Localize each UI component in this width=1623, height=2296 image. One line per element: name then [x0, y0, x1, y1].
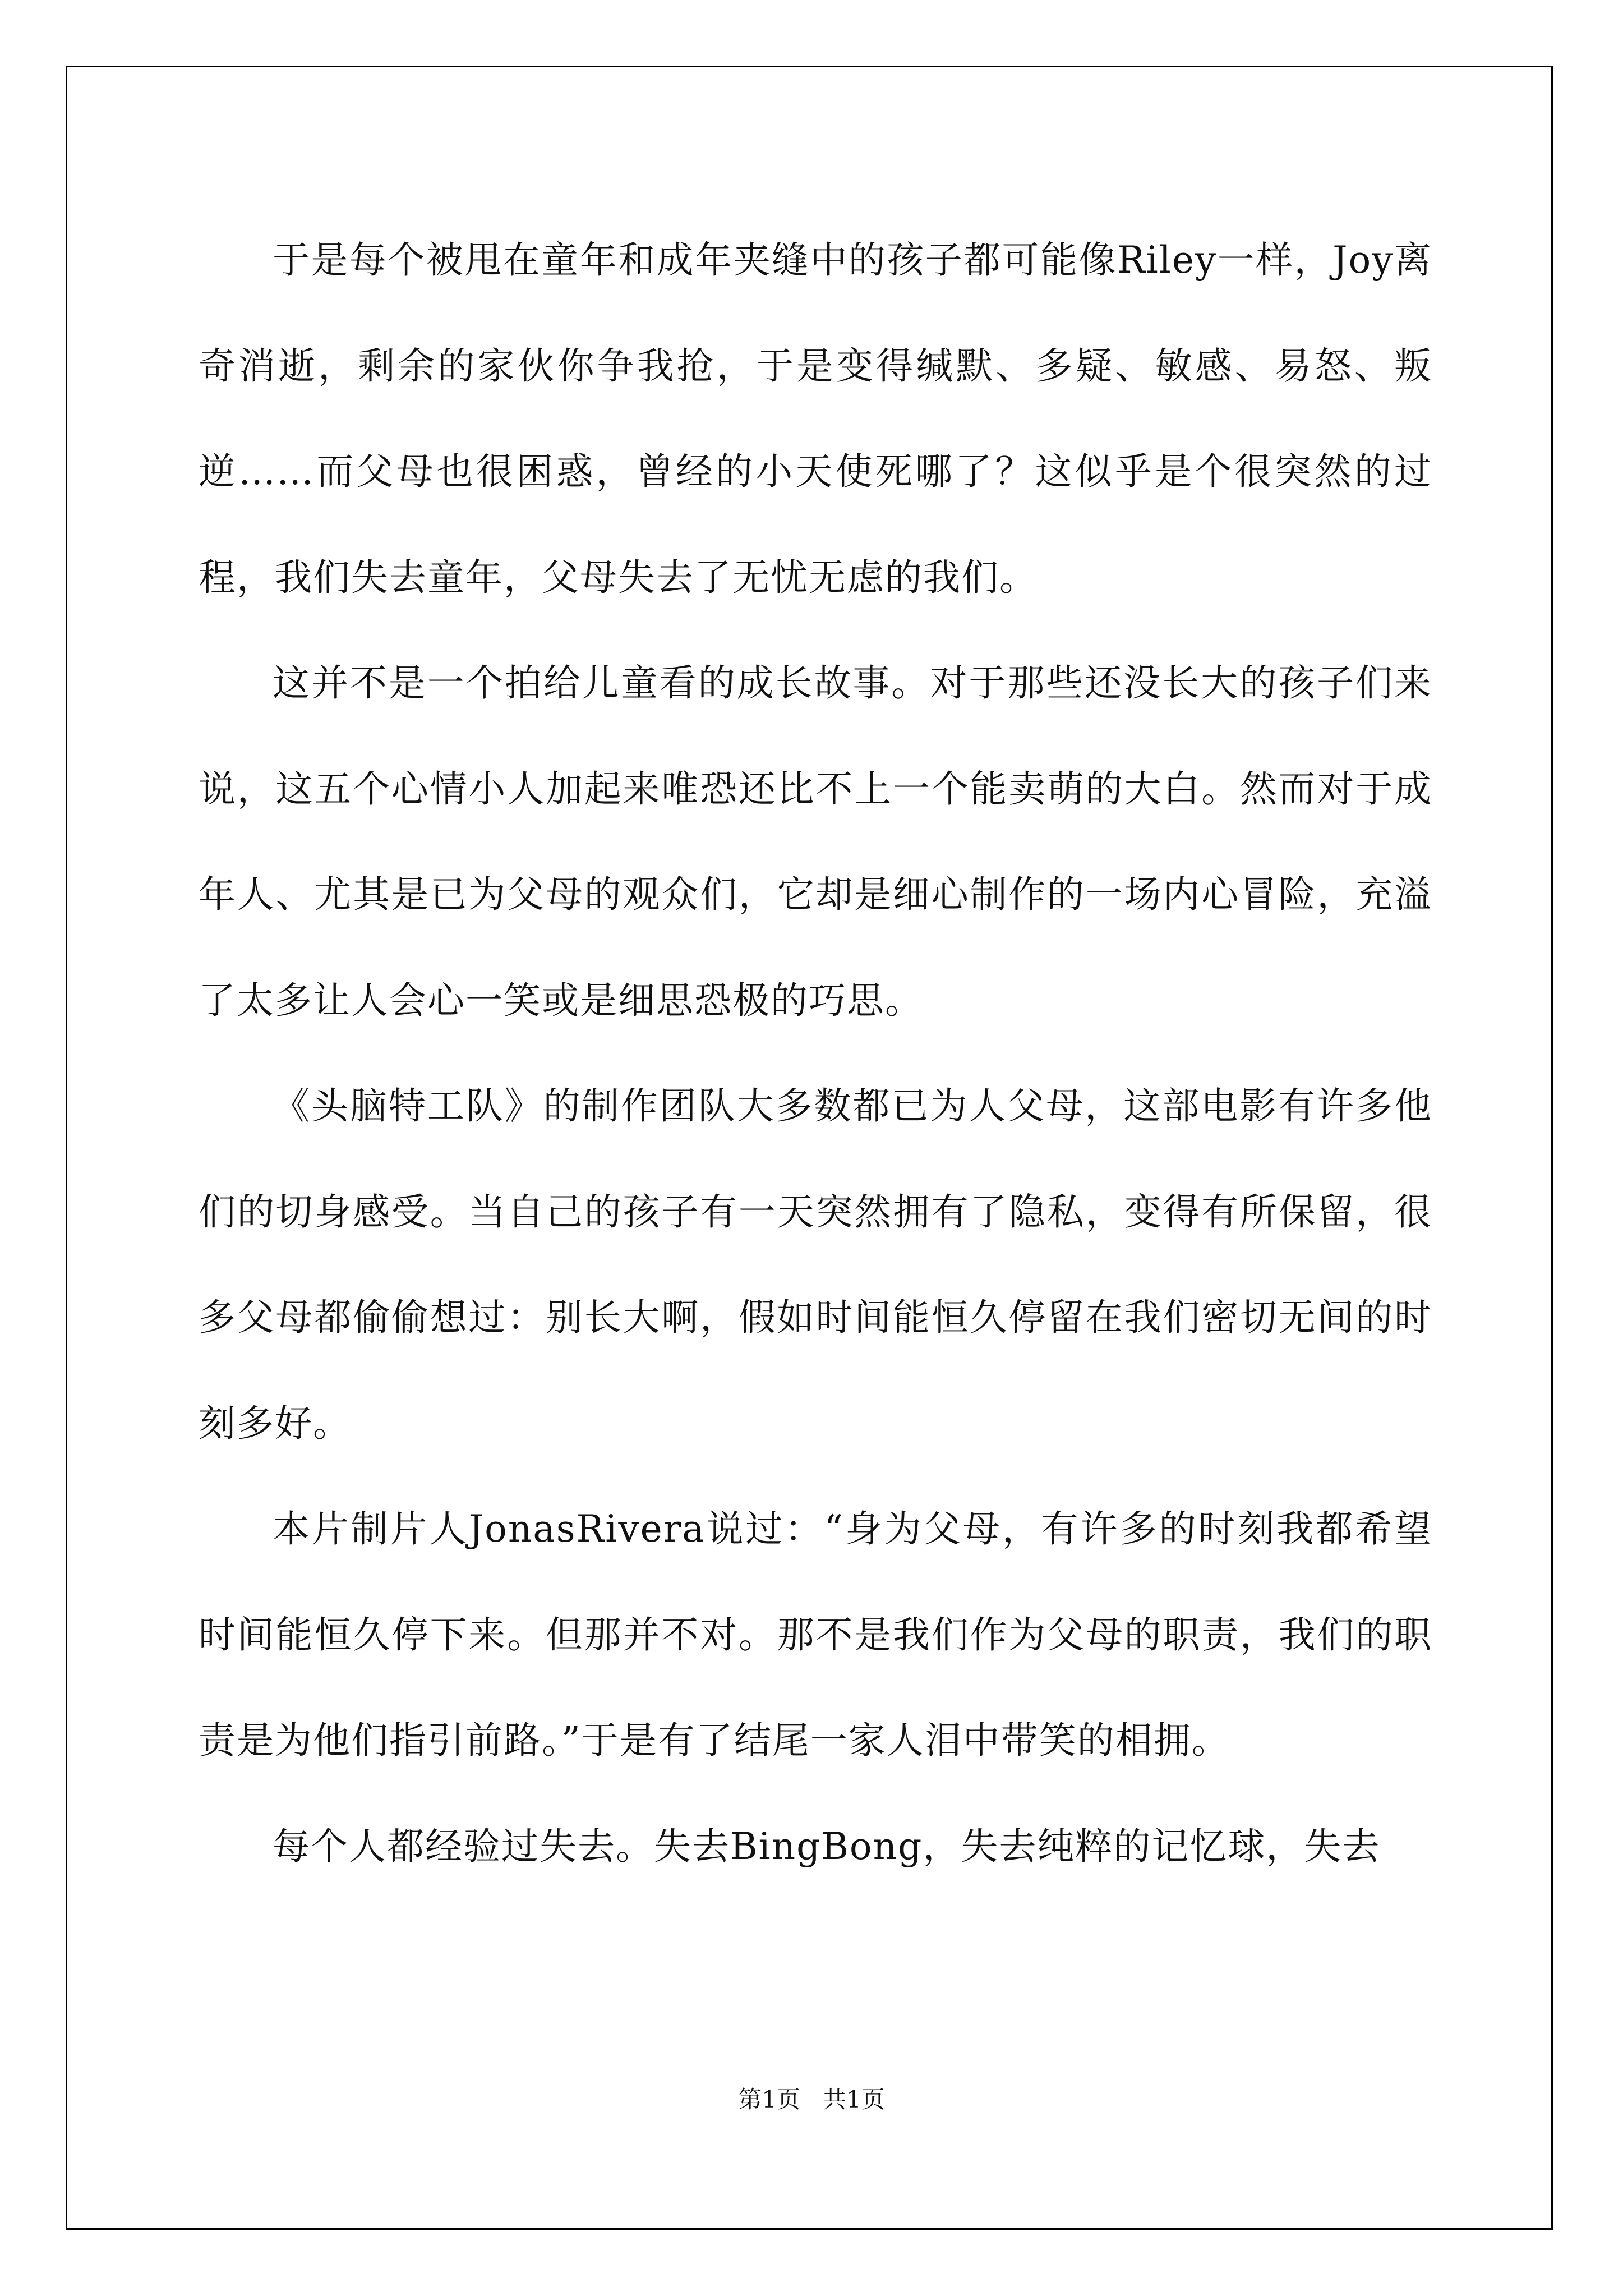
paragraph-5: 每个人都经验过失去。失去BingBong，失去纯粹的记忆球，失去	[273, 1824, 1381, 1868]
paragraph-1: 于是每个被甩在童年和成年夹缝中的孩子都可能像Riley一样，Joy离奇消逝，剩余的家伙你争我抢，于是变得缄默、多疑、敏感、易怒、叛逆……而父母也很困惑，曾经的小天使死哪了？这似乎是个很突然的过程，我们失去童年，父母失去了无忧无虑的我们。	[199, 238, 1432, 599]
paragraph-3: 《头脑特工队》的制作团队大多数都已为人父母，这部电影有许多他们的切身感受。当自己的孩子有一天突然拥有了隐私，变得有所保留，很多父母都偷偷想过：别长大啊，假如时间能恒久停留在我们密切无间的时刻多好。	[199, 1084, 1432, 1445]
paragraph-4: 本片制片人JonasRivera说过：“身为父母，有许多的时刻我都希望时间能恒久停下来。但那并不对。那不是我们作为父母的职责，我们的职责是为他们指引前路。”于是有了结尾一家人泪中带笑的相拥。	[199, 1507, 1432, 1762]
document-body	[199, 208, 1432, 1899]
paragraph-2: 这并不是一个拍给儿童看的成长故事。对于那些还没长大的孩子们来说，这五个心情小人加起来唯恐还比不上一个能卖萌的大白。然而对于成年人、尤其是已为父母的观众们，它却是细心制作的一场内心冒险，充溢了太多让人会心一笑或是细思恐极的巧思。	[199, 661, 1432, 1022]
page-footer	[0, 2081, 1623, 2115]
page-number-current: 第1页	[738, 2086, 800, 2113]
page-number-total: 共1页	[823, 2086, 885, 2113]
